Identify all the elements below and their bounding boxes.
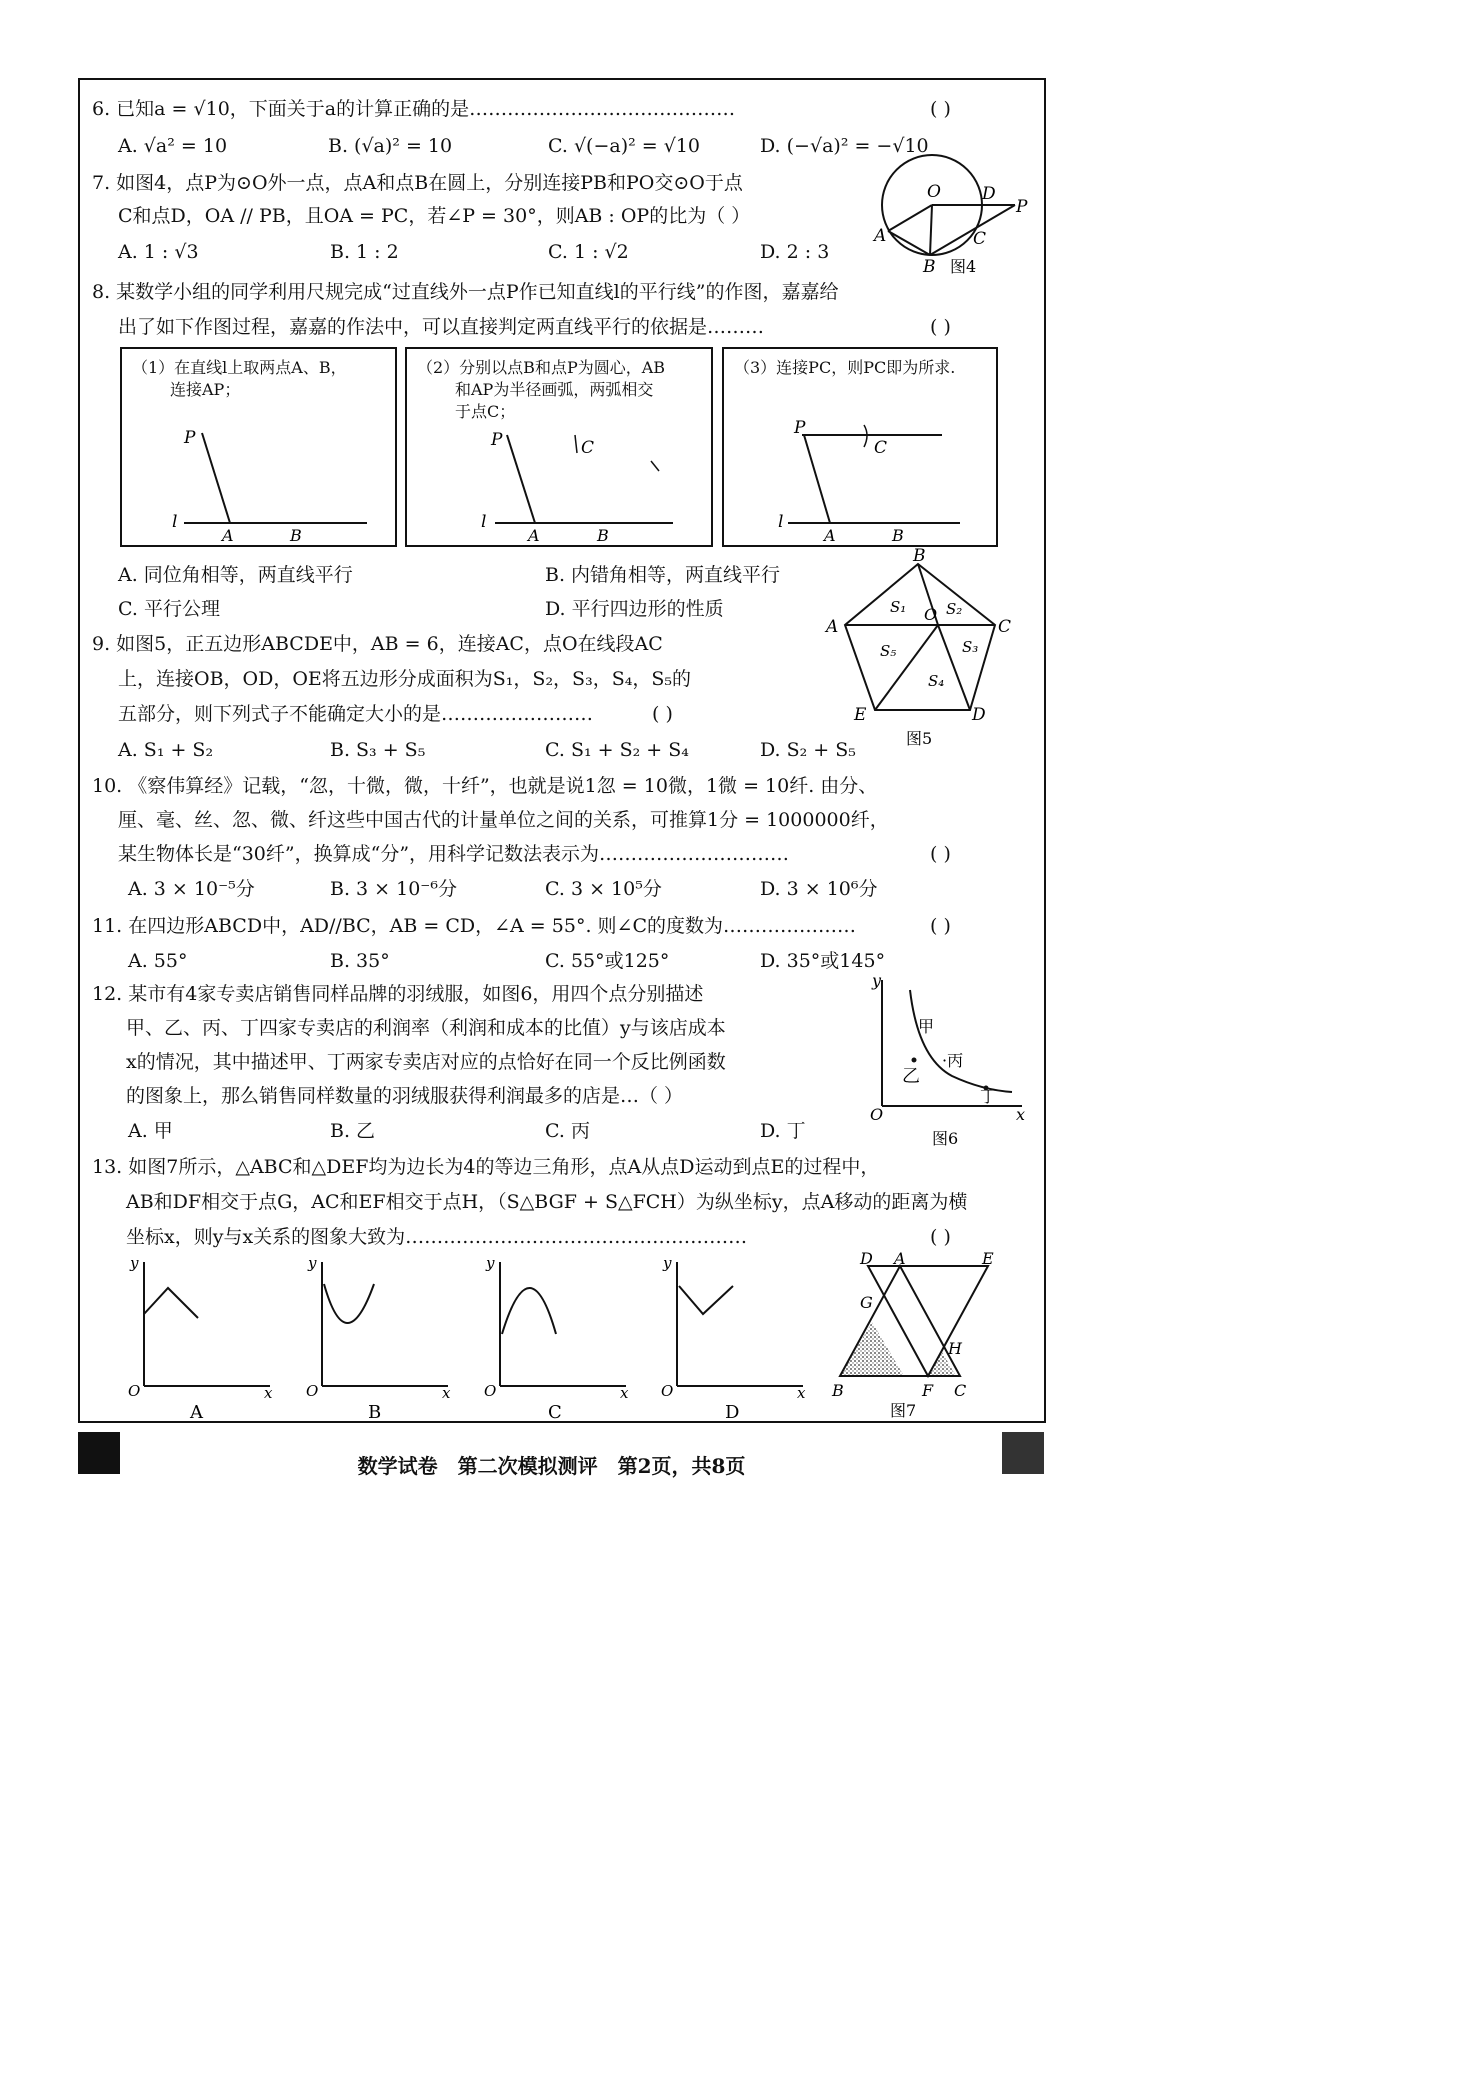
q7-option-c[interactable]: C. 1 : √2 (548, 241, 629, 263)
q10-paren: ( ) (930, 843, 951, 865)
graph-c-y: y (486, 1254, 495, 1272)
pentagon-abcde (845, 564, 995, 710)
q6-option-d[interactable]: D. (−√a)² = −√10 (760, 135, 929, 157)
q9-option-b[interactable]: B. S₃ + S₅ (330, 739, 426, 761)
q6-paren: ( ) (930, 98, 951, 120)
q8-line2: 出了如下作图过程，嘉嘉的作法中，可以直接判定两直线平行的依据是……… (118, 316, 765, 338)
segment-ob (930, 205, 932, 255)
fig5-label-s5: S₅ (880, 642, 897, 660)
step3-label-p: P (794, 418, 806, 438)
q6-option-c[interactable]: C. √(−a)² = √10 (548, 135, 701, 157)
fig4-label-c: C (973, 229, 987, 249)
q9-line1: 9. 如图5，正五边形ABCDE中，AB = 6，连接AC，点O在线段AC (92, 633, 663, 655)
q10-option-c[interactable]: C. 3 × 10⁵分 (545, 878, 662, 900)
fig6-label-ding: 丁 (980, 1087, 997, 1106)
q13-line1: 13. 如图7所示，△ABC和△DEF均为边长为4的等边三角形，点A从点D运动到点E的过程中， (92, 1156, 880, 1178)
q12-line1: 12. 某市有4家专卖店销售同样品牌的羽绒服，如图6，用四个点分别描述 (92, 983, 704, 1005)
segment-oe (875, 625, 938, 710)
step3-label-b: B (892, 526, 904, 545)
fig4-label-a: A (874, 226, 887, 246)
graph-b[interactable] (298, 1252, 458, 1422)
q8-option-b[interactable]: B. 内错角相等，两直线平行 (545, 564, 781, 586)
q11-option-a[interactable]: A. 55° (128, 950, 188, 972)
q8-step2-text2: 和AP为半径画弧，两弧相交 (455, 380, 654, 399)
step3-label-a: A (824, 526, 836, 545)
q10-line3: 某生物体长是“30纤”，换算成“分”，用科学记数法表示为………………………… (118, 843, 790, 865)
graph-d[interactable] (653, 1252, 813, 1422)
graph-a-x: x (264, 1384, 273, 1402)
q9-line2: 上，连接OB，OD，OE将五边形分成面积为S₁，S₂，S₃，S₄，S₅的 (118, 668, 691, 690)
graph-a[interactable] (120, 1252, 280, 1422)
q8-step1-diagram (122, 349, 399, 549)
fig4-label-p: P (1016, 197, 1028, 217)
fig6-label-y: y (872, 971, 882, 990)
graph-c[interactable] (476, 1252, 636, 1422)
q9-paren: ( ) (652, 703, 673, 725)
inverse-curve (910, 990, 1012, 1092)
fig7-label-f: F (922, 1381, 934, 1400)
graph-c-o: O (484, 1382, 497, 1400)
q9-line3: 五部分，则下列式子不能确定大小的是…………………… (118, 703, 594, 725)
step1-label-b: B (290, 526, 302, 545)
q6-option-a[interactable]: A. √a² = 10 (118, 135, 228, 157)
q12-option-c[interactable]: C. 丙 (545, 1120, 590, 1142)
step1-label-p: P (184, 428, 196, 448)
q8-step2-diagram (407, 349, 715, 549)
step1-label-a: A (222, 526, 234, 545)
fig5-label-b: B (913, 546, 926, 566)
q11-stem: 11. 在四边形ABCD中，AD//BC，AB = CD，∠A = 55°. 则∠C的度数为………………… (92, 915, 856, 937)
fig5-caption: 图5 (906, 729, 933, 748)
fig7-label-d: D (860, 1249, 873, 1268)
fig5-label-s2: S₂ (946, 600, 963, 618)
fig6-label-bing: ·丙 (942, 1051, 964, 1070)
graph-a-o: O (128, 1382, 141, 1400)
q6-stem: 6. 已知a = √10，下面关于a的计算正确的是…………………………………… (92, 98, 736, 120)
q8-line1: 8. 某数学小组的同学利用尺规完成“过直线外一点P作已知直线l的平行线”的作图，嘉嘉给 (92, 281, 839, 303)
fig7-label-h: H (948, 1339, 962, 1358)
q7-line2: C和点D，OA // PB，且OA = PC，若∠P = 30°，则AB : OP的比为（ ） (118, 205, 751, 227)
fig5-label-o: O (924, 605, 938, 624)
shaded-bgf (840, 1322, 904, 1376)
q8-step1-text1: （1）在直线l上取两点A、B， (132, 358, 347, 377)
fig4-caption: 图4 (950, 257, 977, 276)
graph-b-x: x (442, 1384, 451, 1402)
fig6-label-yi: 乙 (902, 1066, 920, 1087)
step2-label-p: P (491, 430, 503, 450)
q12-line4: 的图象上，那么销售同样数量的羽绒服获得利润最多的店是…（ ） (126, 1085, 684, 1107)
fig7-label-c: C (954, 1381, 967, 1400)
q9-option-a[interactable]: A. S₁ + S₂ (118, 739, 214, 761)
fig7-label-b: B (832, 1381, 844, 1400)
graph-d-label: D (725, 1402, 740, 1423)
q12-line3: x的情况，其中描述甲、丁两家专卖店对应的点恰好在同一个反比例函数 (126, 1051, 726, 1073)
q8-step2-box (405, 347, 713, 547)
fig5-label-s3: S₃ (962, 638, 979, 656)
point-yi (912, 1058, 917, 1063)
figure-7 (830, 1249, 1030, 1422)
fig5-label-e: E (854, 705, 867, 725)
q7-option-d[interactable]: D. 2 : 3 (760, 241, 830, 263)
q10-line1: 10. 《察伟算经》记载，“忽，十微，微，十纤”，也就是说1忽 = 10微，1微 = 10纤. 由分、 (92, 775, 878, 797)
q11-option-b[interactable]: B. 35° (330, 950, 390, 972)
fig7-label-e: E (982, 1249, 994, 1268)
q8-option-a[interactable]: A. 同位角相等，两直线平行 (118, 564, 353, 586)
fig4-label-b: B (923, 257, 936, 277)
q13-line2: AB和DF相交于点G，AC和EF相交于点H，（S△BGF + S△FCH）为纵坐标y，点A移动的距离为横 (126, 1191, 968, 1213)
q11-paren: ( ) (930, 915, 951, 937)
figure-4 (870, 155, 1040, 280)
graph-c-x: x (620, 1384, 629, 1402)
graph-b-y: y (308, 1254, 317, 1272)
q8-step3-diagram (724, 349, 1000, 549)
step2-label-c: C (581, 438, 595, 458)
q10-option-a[interactable]: A. 3 × 10⁻⁵分 (128, 878, 255, 900)
step2-label-b: B (597, 526, 609, 545)
fig5-label-a: A (826, 617, 839, 637)
fig6-label-jia: 甲 (918, 1017, 935, 1036)
q11-option-d[interactable]: D. 35°或145° (760, 950, 886, 972)
q8-step2-text1: （2）分别以点B和点P为圆心，AB (417, 358, 666, 377)
q10-option-b[interactable]: B. 3 × 10⁻⁶分 (330, 878, 457, 900)
q10-line2: 厘、毫、丝、忽、微、纤这些中国古代的计量单位之间的关系，可推算1分 = 1000000纤， (118, 809, 889, 831)
q8-paren: ( ) (930, 316, 951, 338)
fig7-label-a: A (894, 1249, 906, 1268)
q6-option-b[interactable]: B. (√a)² = 10 (328, 135, 453, 157)
fig5-label-c: C (998, 617, 1012, 637)
q8-step3-box (722, 347, 998, 547)
segment-oa (888, 205, 932, 231)
q8-option-c[interactable]: C. 平行公理 (118, 598, 220, 620)
q8-step1-text2: 连接AP； (170, 380, 241, 399)
q7-line1: 7. 如图4，点P为⊙O外一点，点A和点B在圆上，分别连接PB和PO交⊙O于点 (92, 172, 743, 194)
q8-step3-text1: （3）连接PC，则PC即为所求. (734, 358, 956, 377)
q8-step1-box (120, 347, 397, 547)
q8-option-d[interactable]: D. 平行四边形的性质 (545, 598, 724, 620)
graph-b-label: B (368, 1402, 382, 1423)
q9-option-c[interactable]: C. S₁ + S₂ + S₄ (545, 739, 689, 761)
step3-label-l: l (778, 512, 784, 532)
fig4-label-o: O (927, 182, 941, 202)
graph-b-o: O (306, 1382, 319, 1400)
page-footer: 数学试卷 第二次模拟测评 第2页，共8页 (357, 1454, 746, 1478)
graph-a-label: A (190, 1402, 203, 1423)
q13-paren: ( ) (930, 1226, 951, 1248)
graph-d-o: O (661, 1382, 674, 1400)
fig5-label-d: D (972, 705, 986, 725)
q12-option-d[interactable]: D. 丁 (760, 1120, 806, 1142)
q12-option-a[interactable]: A. 甲 (128, 1120, 173, 1142)
q12-line2: 甲、乙、丙、丁四家专卖店的利润率（利润和成本的比值）y与该店成本 (126, 1017, 726, 1039)
figure-5 (820, 548, 1020, 748)
fig7-caption: 图7 (890, 1401, 917, 1420)
graph-c-label: C (548, 1402, 562, 1423)
fig4-label-d: D (982, 184, 996, 204)
q12-option-b[interactable]: B. 乙 (330, 1120, 376, 1142)
q7-option-a[interactable]: A. 1 : √3 (118, 241, 199, 263)
graph-a-y: y (130, 1254, 139, 1272)
step2-label-l: l (481, 512, 487, 532)
q9-option-d[interactable]: D. S₂ + S₅ (760, 739, 856, 761)
graph-d-x: x (797, 1384, 806, 1402)
graph-d-y: y (663, 1254, 672, 1272)
q7-option-b[interactable]: B. 1 : 2 (330, 241, 399, 263)
step3-label-c: C (874, 438, 888, 458)
fig5-label-s1: S₁ (890, 598, 907, 616)
step2-label-a: A (528, 526, 540, 545)
q10-option-d[interactable]: D. 3 × 10⁶分 (760, 878, 878, 900)
q11-option-c[interactable]: C. 55°或125° (545, 950, 670, 972)
fig7-label-g: G (860, 1293, 873, 1312)
figure-6 (862, 968, 1032, 1148)
segment-ab (888, 231, 930, 255)
fig6-caption: 图6 (932, 1129, 959, 1148)
step1-label-l: l (172, 512, 178, 532)
fig6-label-x: x (1016, 1105, 1026, 1124)
q8-step2-text3: 于点C； (455, 402, 516, 421)
fig5-label-s4: S₄ (928, 672, 945, 690)
q13-line3: 坐标x，则y与x关系的图象大致为……………………………………………… (126, 1226, 748, 1248)
fig6-label-o: O (870, 1105, 884, 1124)
